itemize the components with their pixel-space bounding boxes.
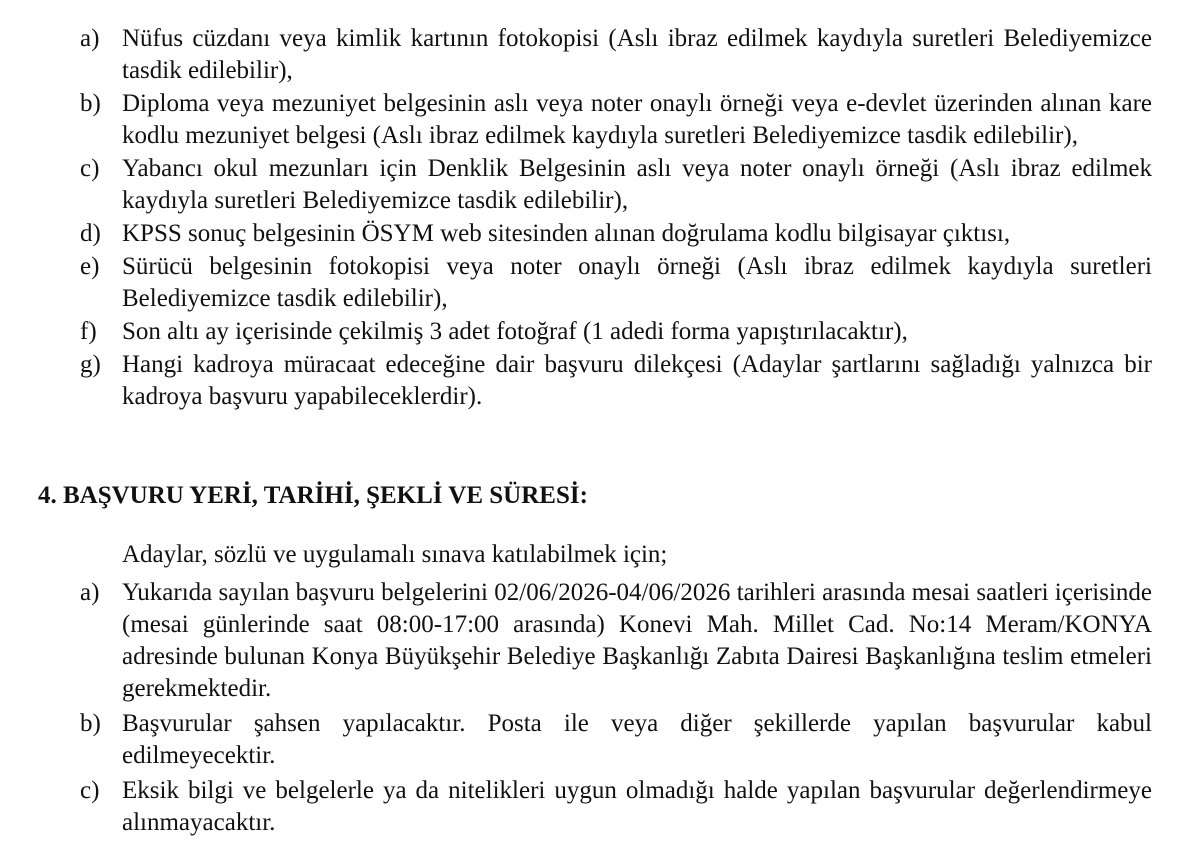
list-item-text: Yabancı okul mezunları için Denklik Belgesinin aslı veya noter onaylı örneği (Aslı ibraz edilmek kaydıyla suretleri Belediyemizce tasdik edilebilir), bbox=[122, 155, 1152, 214]
list-item bbox=[80, 218, 1152, 250]
section-heading: 4. BAŞVURU YERİ, TARİHİ, ŞEKLİ VE SÜRESİ: bbox=[38, 482, 588, 509]
requirements-list bbox=[80, 23, 1152, 414]
list-item bbox=[80, 577, 1152, 705]
list-marker: f) bbox=[80, 318, 97, 345]
list-item bbox=[80, 23, 1152, 87]
list-item-text: Nüfus cüzdanı veya kimlik kartının fotokopisi (Aslı ibraz edilmek kaydıyla suretleri Belediyemizce tasdik edilebilir), bbox=[122, 25, 1152, 84]
list-item-text: Hangi kadroya müracaat edeceğine dair başvuru dilekçesi (Adaylar şartlarını sağladığı yalnızca bir kadroya başvuru yapabileceklerdir). bbox=[122, 351, 1152, 410]
list-marker: a) bbox=[80, 579, 100, 606]
list-marker: e) bbox=[80, 253, 100, 280]
list-marker: c) bbox=[80, 155, 100, 182]
list-item-text: Diploma veya mezuniyet belgesinin aslı veya noter onaylı örneği veya e-devlet üzerinden alınan kare kodlu mezuniyet belgesi (Aslı ibraz edilmek kaydıyla suretleri Belediyemizce tasdik edilebilir), bbox=[122, 90, 1152, 149]
list-item-text: Eksik bilgi ve belgelerle ya da nitelikleri uygun olmadığı halde yapılan başvurular değerlendirmeye alınmayacaktır. bbox=[122, 777, 1152, 836]
list-marker: c) bbox=[80, 777, 100, 804]
section-intro: Adaylar, sözlü ve uygulamalı sınava katılabilmek için; bbox=[122, 541, 668, 568]
list-item-text: Sürücü belgesinin fotokopisi veya noter onaylı örneği (Aslı ibraz edilmek kaydıyla suretleri Belediyemizce tasdik edilebilir), bbox=[122, 253, 1152, 312]
application-rules-list bbox=[80, 577, 1152, 842]
list-item-text: Yukarıda sayılan başvuru belgelerini 02/06/2026-04/06/2026 tarihleri arasında mesai saatleri içerisinde (mesai günlerinde saat 08:00-17:00 arasında) Konevi Mah. Millet Cad. No:14 Meram/KONYA adresinde bulunan Konya Büyükşehir Belediye Başkanlığı Zabıta Dairesi Başkanlığına teslim etmeleri gerekmektedir. bbox=[122, 579, 1152, 702]
list-marker: b) bbox=[80, 710, 101, 737]
list-item bbox=[80, 153, 1152, 217]
list-marker: a) bbox=[80, 25, 100, 52]
list-item bbox=[80, 316, 1152, 348]
list-marker: b) bbox=[80, 90, 101, 117]
list-item-text: Başvurular şahsen yapılacaktır. Posta ile veya diğer şekillerde yapılan başvurular kabul edilmeyecektir. bbox=[122, 710, 1152, 769]
list-item bbox=[80, 708, 1152, 772]
list-item bbox=[80, 775, 1152, 839]
list-item bbox=[80, 251, 1152, 315]
list-item bbox=[80, 349, 1152, 413]
list-marker: d) bbox=[80, 220, 101, 247]
list-item bbox=[80, 88, 1152, 152]
list-marker: g) bbox=[80, 351, 101, 378]
list-item-text: KPSS sonuç belgesinin ÖSYM web sitesinden alınan doğrulama kodlu bilgisayar çıktısı, bbox=[122, 220, 1011, 247]
list-item-text: Son altı ay içerisinde çekilmiş 3 adet fotoğraf (1 adedi forma yapıştırılacaktır), bbox=[122, 318, 908, 345]
